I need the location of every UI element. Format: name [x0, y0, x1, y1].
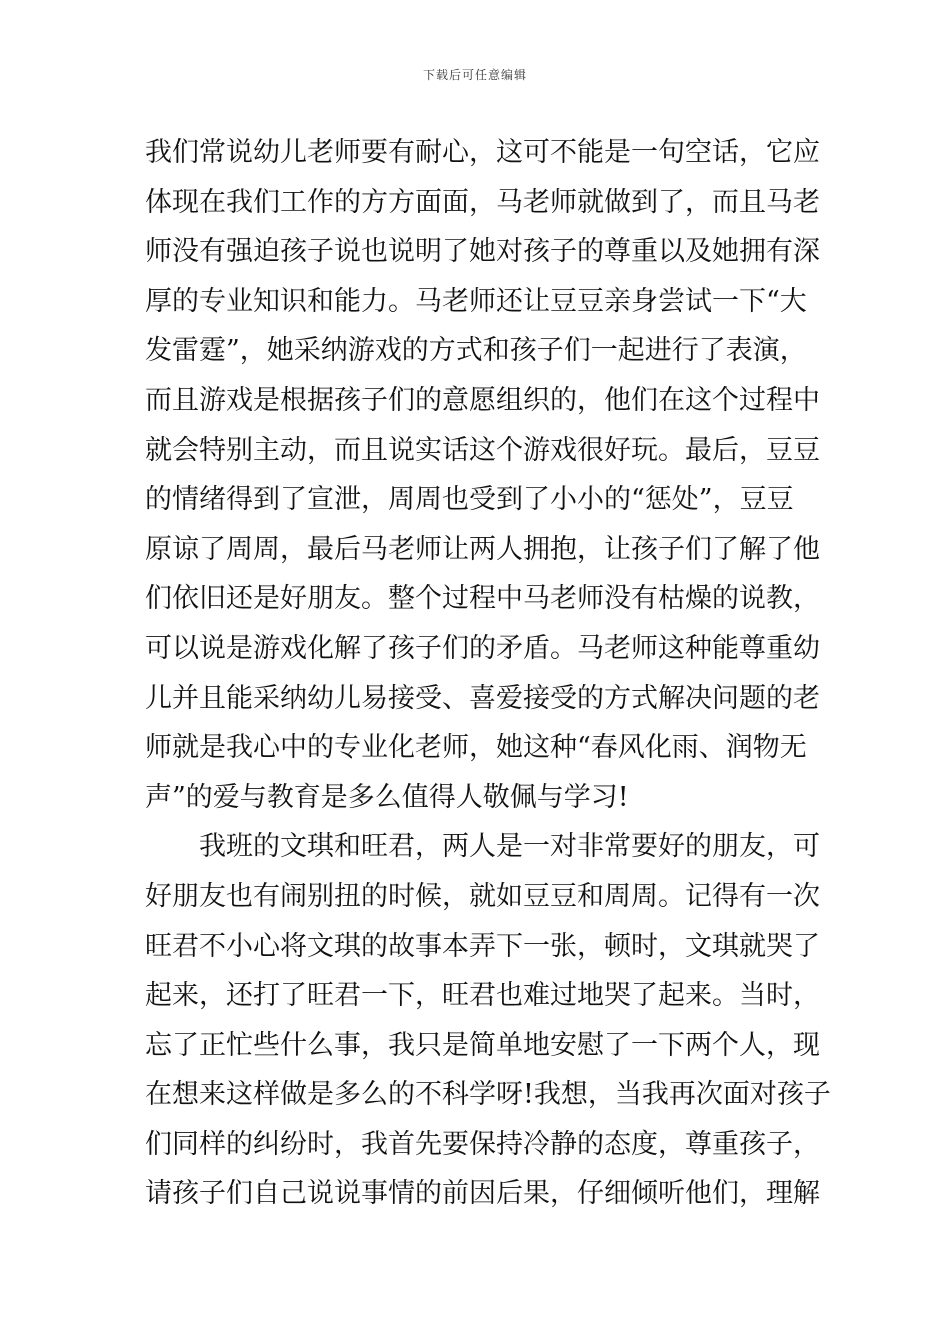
text-line: 师就是我心中的专业化老师，她这种“春风化雨、润物无 — [145, 732, 807, 764]
text-line: 原谅了周周，最后马老师让两人拥抱，让孩子们了解了他 — [145, 533, 820, 565]
text-line: 们同样的纠纷时，我首先要保持冷静的态度，尊重孩子， — [145, 1128, 820, 1160]
text-line: 体现在我们工作的方方面面，马老师就做到了，而且马老 — [145, 186, 820, 218]
text-line: 在想来这样做是多么的不科学呀!我想，当我再次面对孩子 — [145, 1079, 831, 1111]
text-line: 声”的爱与教育是多么值得人敬佩与学习! — [145, 781, 629, 813]
text-line: 发雷霆”，她采纳游戏的方式和孩子们一起进行了表演， — [145, 335, 807, 367]
text-line: 旺君不小心将文琪的故事本弄下一张，顿时，文琪就哭了 — [145, 930, 820, 962]
text-line: 师没有强迫孩子说也说明了她对孩子的尊重以及她拥有深 — [145, 236, 820, 268]
text-line: 我们常说幼儿老师要有耐心，这可不能是一句空话，它应 — [145, 137, 820, 168]
text-line: 儿并且能采纳幼儿易接受、喜爱接受的方式解决问题的老 — [145, 682, 820, 714]
text-line: 的情绪得到了宣泄，周周也受到了小小的“惩处”，豆豆 — [145, 484, 794, 516]
text-line: 好朋友也有闹别扭的时候，就如豆豆和周周。记得有一次 — [145, 880, 820, 912]
text-line: 起来，还打了旺君一下，旺君也难过地哭了起来。当时， — [145, 980, 820, 1012]
text-line: 请孩子们自己说说事情的前因后果，仔细倾听他们，理解 — [145, 1178, 820, 1210]
text-line: 厚的专业知识和能力。马老师还让豆豆亲身尝试一下“大 — [145, 285, 807, 317]
text-line: 忘了正忙些什么事，我只是简单地安慰了一下两个人，现 — [145, 1029, 820, 1061]
document-body — [145, 128, 831, 1219]
text-line: 就会特别主动，而且说实话这个游戏很好玩。最后，豆豆 — [145, 434, 820, 466]
text-line: 而且游戏是根据孩子们的意愿组织的，他们在这个过程中 — [145, 384, 820, 416]
text-line: 们依旧还是好朋友。整个过程中马老师没有枯燥的说教， — [145, 583, 820, 615]
text-line: 可以说是游戏化解了孩子们的矛盾。马老师这种能尊重幼 — [145, 632, 820, 664]
text-line-paragraph-start: 我班的文琪和旺君，两人是一对非常要好的朋友，可 — [199, 831, 820, 863]
download-note-header: 下载后可任意编辑 — [422, 68, 527, 82]
